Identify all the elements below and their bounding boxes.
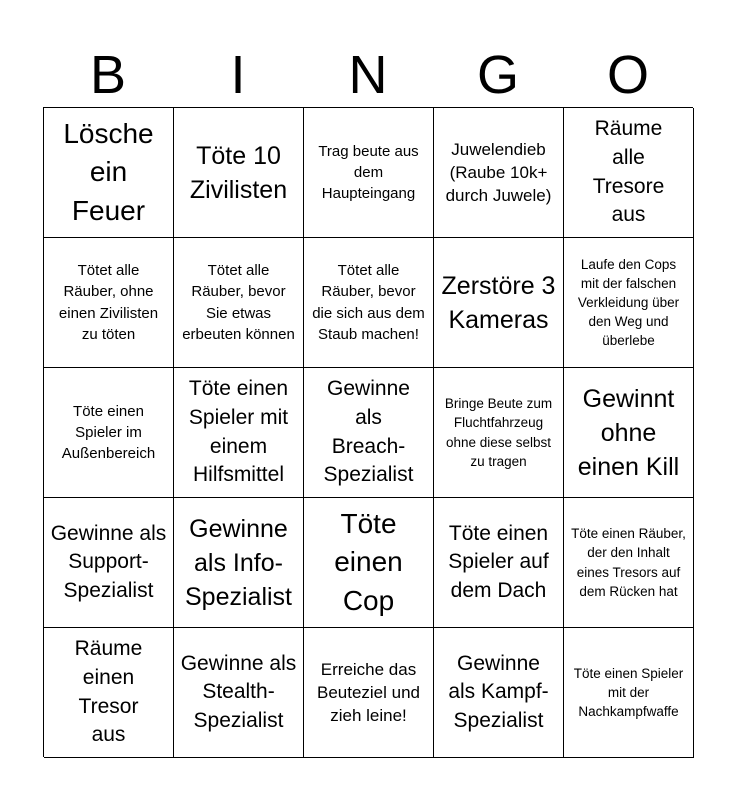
bingo-cell[interactable] [174, 628, 304, 758]
cell-text: Töte einen Spieler im Außenbereich [61, 402, 156, 463]
header-letter-o: O [606, 45, 649, 105]
cell-text: Töte einen Cop [334, 508, 403, 616]
cell-text: Gewinne als Info-Spezialist [185, 514, 292, 611]
cell-text: Töte einen Spieler auf dem Dach [448, 521, 549, 602]
cell-text: Zerstöre 3 Kameras [441, 271, 556, 334]
bingo-cell[interactable] [564, 498, 694, 628]
cell-text: Tötet alle Räuber, ohne einen Zivilisten zu töten [58, 261, 159, 343]
cell-text: Trag beute aus dem Haupteingang [318, 142, 419, 203]
cell-text: Töte einen Spieler mit einem Hilfsmittel [188, 377, 289, 487]
bingo-cell[interactable] [44, 498, 174, 628]
header-letter-i: I [230, 45, 246, 105]
bingo-cell[interactable] [564, 238, 694, 368]
bingo-cell[interactable] [564, 368, 694, 498]
bingo-cell[interactable] [434, 238, 564, 368]
cell-text: Gewinne als Support-Spezialist [50, 521, 167, 602]
header-letter-n: N [348, 45, 388, 105]
bingo-cell[interactable] [304, 628, 434, 758]
cell-text: Töte einen Räuber, der den Inhalt eines Tresors auf dem Rücken hat [571, 526, 686, 599]
cell-text: Räume alle Tresore aus [592, 117, 665, 227]
bingo-header [43, 44, 693, 106]
bingo-cell[interactable] [44, 238, 174, 368]
bingo-cell[interactable] [434, 368, 564, 498]
bingo-cell[interactable] [304, 368, 434, 498]
cell-text: Töte einen Spieler mit der Nachkampfwaffe [573, 665, 684, 720]
bingo-cell[interactable] [304, 498, 434, 628]
bingo-board [43, 107, 693, 757]
cell-text: Gewinne als Kampf-Spezialist [448, 651, 549, 732]
cell-text: Tötet alle Räuber, bevor die sich aus dem Staub machen! [312, 261, 425, 343]
bingo-cell[interactable] [44, 628, 174, 758]
cell-text: Gewinne als Stealth-Spezialist [180, 651, 297, 732]
bingo-cell[interactable] [174, 368, 304, 498]
bingo-cell[interactable] [174, 108, 304, 238]
cell-text: Bringe Beute zum Fluchtfahrzeug ohne diese selbst zu tragen [444, 396, 553, 469]
bingo-cell[interactable] [44, 108, 174, 238]
bingo-cell[interactable] [434, 108, 564, 238]
cell-text: Töte 10 Zivilisten [189, 141, 288, 204]
cell-text: Tötet alle Räuber, bevor Sie etwas erbeuten können [182, 261, 295, 343]
cell-text: Juwelendieb (Raube 10k+ durch Juwele) [445, 139, 552, 206]
bingo-cell[interactable] [564, 628, 694, 758]
bingo-cell[interactable] [434, 628, 564, 758]
bingo-cell[interactable] [304, 108, 434, 238]
bingo-cell[interactable] [564, 108, 694, 238]
bingo-cell[interactable] [174, 238, 304, 368]
cell-text: Lösche ein Feuer [63, 118, 154, 226]
bingo-cell[interactable] [44, 368, 174, 498]
header-letter-b: B [89, 45, 127, 105]
cell-text: Gewinnt ohne einen Kill [577, 384, 680, 481]
header-letter-g: G [476, 45, 519, 105]
cell-text: Gewinne als Breach-Spezialist [323, 377, 414, 487]
cell-text: Räume einen Tresor aus [74, 637, 143, 747]
bingo-cell[interactable] [434, 498, 564, 628]
cell-text: Laufe den Cops mit der falschen Verkleidung über den Weg und überlebe [577, 256, 680, 349]
bingo-cell[interactable] [304, 238, 434, 368]
cell-text: Erreiche das Beuteziel und zieh leine! [316, 659, 421, 726]
bingo-cell[interactable] [174, 498, 304, 628]
